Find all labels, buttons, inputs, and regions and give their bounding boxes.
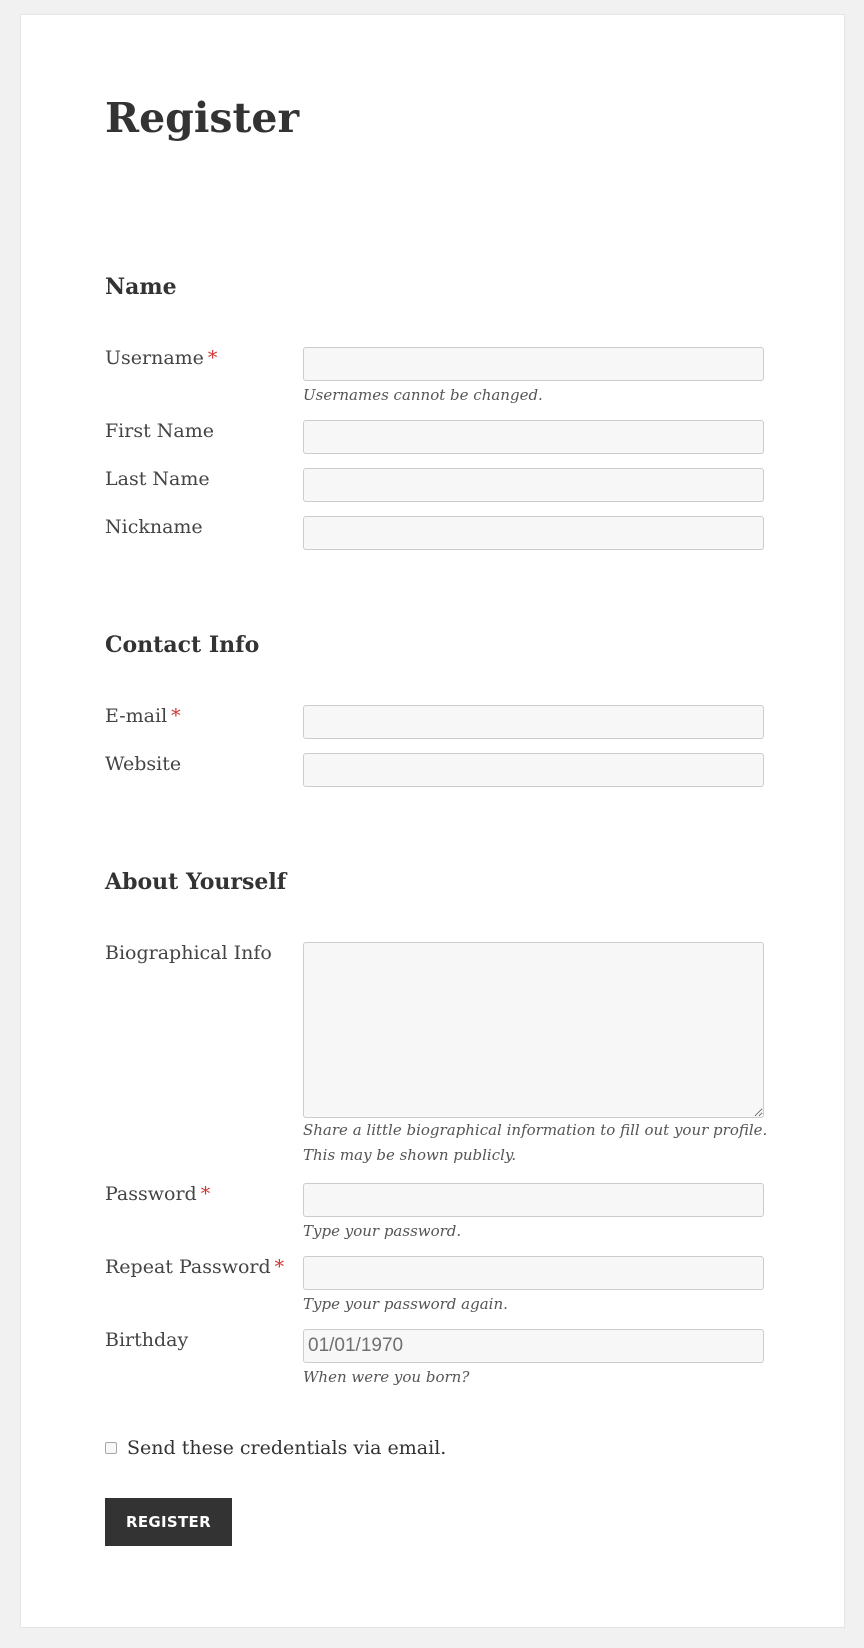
- email-label-text: E-mail: [105, 705, 168, 727]
- email-label: [105, 703, 181, 729]
- repeat-password-label: [105, 1254, 284, 1280]
- section-heading-about: About Yourself: [105, 869, 287, 895]
- username-help: Usernames cannot be changed.: [303, 386, 543, 404]
- register-card: [20, 14, 845, 1628]
- bio-help-line-1: Share a little biographical information to fill out your profile.: [303, 1121, 768, 1139]
- username-required-mark: *: [207, 347, 218, 369]
- repeat-password-label-text: Repeat Password: [105, 1256, 271, 1278]
- send-credentials-row[interactable]: [105, 1435, 446, 1461]
- password-label-text: Password: [105, 1183, 197, 1205]
- bio-textarea[interactable]: [303, 942, 764, 1118]
- section-heading-name: Name: [105, 274, 177, 300]
- username-label: [105, 345, 217, 371]
- password-required-mark: *: [200, 1183, 211, 1205]
- send-credentials-checkbox[interactable]: [105, 1442, 117, 1454]
- section-heading-contact: Contact Info: [105, 632, 260, 658]
- first-name-input[interactable]: [303, 420, 764, 454]
- first-name-label: First Name: [105, 420, 214, 442]
- bio-help-line-2: This may be shown publicly.: [303, 1146, 517, 1164]
- repeat-password-input[interactable]: [303, 1256, 764, 1290]
- nickname-input[interactable]: [303, 516, 764, 550]
- last-name-input[interactable]: [303, 468, 764, 502]
- username-input[interactable]: [303, 347, 764, 381]
- repeat-password-required-mark: *: [274, 1256, 285, 1278]
- bio-label: Biographical Info: [105, 942, 272, 964]
- password-help: Type your password.: [303, 1222, 462, 1240]
- website-label: Website: [105, 753, 182, 775]
- password-input[interactable]: [303, 1183, 764, 1217]
- birthday-help: When were you born?: [303, 1368, 470, 1386]
- email-required-mark: *: [171, 705, 181, 727]
- send-credentials-label: Send these credentials via email.: [127, 1437, 447, 1459]
- username-label-text: Username: [105, 347, 204, 369]
- birthday-label: Birthday: [105, 1329, 189, 1351]
- email-input[interactable]: [303, 705, 764, 739]
- last-name-label: Last Name: [105, 468, 210, 490]
- register-button[interactable]: REGISTER: [105, 1498, 232, 1546]
- birthday-input[interactable]: [303, 1329, 764, 1363]
- page-title: Register: [105, 94, 300, 142]
- repeat-password-help: Type your password again.: [303, 1295, 508, 1313]
- website-input[interactable]: [303, 753, 764, 787]
- nickname-label: Nickname: [105, 516, 203, 538]
- password-label: [105, 1181, 210, 1207]
